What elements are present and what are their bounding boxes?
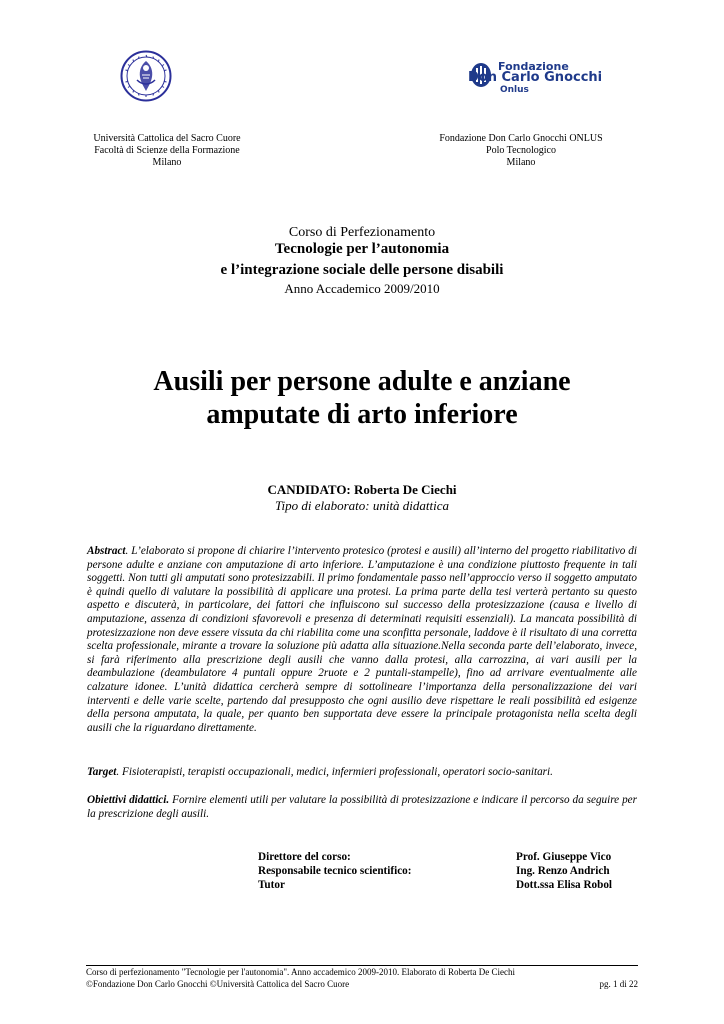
page-number: pg. 1 di 22 [599,979,638,989]
institution-left-line: Università Cattolica del Sacro Cuore [93,133,241,144]
staff-name: Prof. Giuseppe Vico [516,851,612,863]
document-title-line1: Ausili per persone adulte e anziane [153,366,571,397]
institution-left-line: Facoltà di Scienze della Formazione [94,145,240,156]
course-title-line2: e l’integrazione sociale delle persone disabili [220,262,504,278]
document-type: Tipo di elaborato: unità didattica [274,498,450,513]
staff-name: Ing. Renzo Andrich [516,865,610,877]
footer-course-line: Corso di perfezionamento "Tecnologie per l'autonomia". Anno accademico 2009-2010. Elaborato di Roberta De Ciechi [86,967,515,977]
fondazione-logo-line3: Onlus [500,85,529,95]
institution-right [430,133,612,169]
fondazione-logo [468,60,608,96]
target-paragraph [87,766,637,780]
institution-left [86,133,248,169]
staff-name: Dott.ssa Elisa Robol [516,879,613,891]
footer-divider [86,965,638,966]
staff-roles [258,850,412,892]
university-seal-logo [120,50,172,102]
fondazione-logo-line1: Fondazione [498,60,569,73]
institution-right-line: Milano [506,157,536,168]
course-type: Corso di Perfezionamento [288,225,436,240]
target-label: Target [87,766,117,778]
fondazione-logo-line2: Don Carlo Gnocchi [468,70,603,85]
objectives-paragraph [87,794,637,821]
abstract-label: Abstract [87,545,126,557]
staff-role: Tutor [258,879,285,891]
candidate-name: CANDIDATO: Roberta De Ciechi [267,482,457,497]
objectives-label: Obiettivi didattici. [87,794,170,806]
institution-right-line: Polo Tecnologico [486,145,556,156]
course-title-line1: Tecnologie per l’autonomia [274,241,450,257]
target-text: . Fisioterapisti, terapisti occupazionali, medici, infermieri professionali, operatori socio-sanitari. [116,766,553,778]
academic-year: Anno Accademico 2009/2010 [284,281,440,296]
objectives-text: Fornire elementi utili per valutare la possibilità di protesizzazione e indicare il percorso da seguire per la prescrizione degli ausili. [87,794,637,820]
abstract-paragraph [87,545,637,735]
staff-role: Responsabile tecnico scientifico: [258,865,412,877]
institution-left-line: Milano [152,157,182,168]
footer-copyright-line: ©Fondazione Don Carlo Gnocchi ©Università Cattolica del Sacro Cuore [86,979,350,989]
staff-role: Direttore del corso: [258,851,351,863]
institution-right-line: Fondazione Don Carlo Gnocchi ONLUS [439,133,603,144]
document-title-line2: amputate di arto inferiore [206,399,518,430]
abstract-text: . L’elaborato si propone di chiarire l’intervento protesico (protesi e ausili) all’interno del progetto riabilitativo di persone adulte e anziane con amputazione di arto inferiore. L’amputazione è una condizione piuttosto frequente in tali soggetti. Non tutti gli amputati sono protesizzabili. Il primo fondamentale passo nell’approccio verso il soggetto amputato è quindi quello di valutare la possibilità di applicare una protesi. La prima parte della tesi verterà pertanto su questo aspetto e discuterà, in particolare, dei fattori che influiscono sul successo della protesizzazione (causa e livello di amputazione, assenza di condizioni sfavorevoli e presenza di determinati requisiti essenziali). La mancata possibilità di protesizzazione non deve essere vissuta da chi riabilita come una sconfitta personale, laddove è il risultato di una corretta scelta professionale, mirante a trovare la soluzione più adatta alla situazione.Nella seconda parte dell’elaborato, invece, si farà riferimento alla prescrizione degli ausili che vanno dalla protesi, alla carrozzina, ai vari ausili per la deambulazione (deambulatore 4 puntali oppure 2ruote e 2 puntali-stampelle), fino ad arrivare eventualmente alle calzature idonee. L’unità didattica cercherà sempre di sottolineare l’importanza della personalizzazione dei vari interventi e delle varie scelte, partendo dal presupposto che ogni ausilio deve rispettare le reali possibilità ed esigenze della persona amputata, la quale, per quanto ben supportata deve essere la principale protagonista nella scelta degli ausili che la riguardano direttamente. [87,545,637,734]
staff-names [516,850,612,892]
